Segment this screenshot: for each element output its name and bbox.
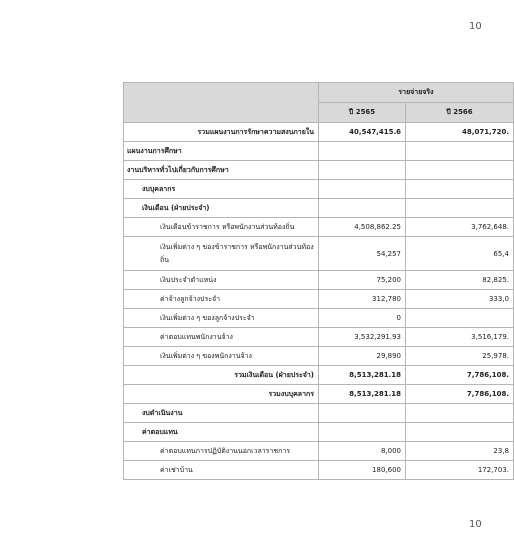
header-year-2566: ปี 2566 [406, 103, 514, 123]
table-row [124, 366, 514, 385]
value-2565 [319, 423, 406, 442]
table-row [124, 142, 514, 161]
expenditure-table [123, 82, 514, 480]
value-2565: 8,000 [319, 442, 406, 461]
table-row [124, 328, 514, 347]
row-label: ค่าตอบแทน [124, 423, 319, 442]
row-label: เงินประจำตำแหน่ง [124, 271, 319, 290]
value-2566 [406, 142, 514, 161]
value-2565: 54,257 [319, 237, 406, 271]
row-label: ค่าตอบแทนการปฏิบัติงานนอกเวลาราชการ [124, 442, 319, 461]
table-row [124, 404, 514, 423]
value-2566 [406, 423, 514, 442]
header-actual-expenditure: รายจ่ายจริง [319, 83, 514, 103]
value-2566 [406, 309, 514, 328]
value-2565: 29,890 [319, 347, 406, 366]
header-blank-cell [124, 83, 319, 123]
value-2565: 3,532,291.93 [319, 328, 406, 347]
table-row [124, 442, 514, 461]
table-row [124, 199, 514, 218]
value-2566: 3,516,179. [406, 328, 514, 347]
table-row [124, 218, 514, 237]
row-label: งบดำเนินงาน [124, 404, 319, 423]
row-label: เงินเดือนข้าราชการ หรือพนักงานส่วนท้องถิ่น [124, 218, 319, 237]
value-2566: 7,786,108. [406, 385, 514, 404]
page-number-bottom: 10 [469, 519, 482, 530]
row-label: เงินเดือน (ฝ่ายประจำ) [124, 199, 319, 218]
value-2565: 8,513,281.18 [319, 385, 406, 404]
row-label: เงินเพิ่มต่าง ๆ ของลูกจ้างประจำ [124, 309, 319, 328]
row-label: ค่าเช่าบ้าน [124, 461, 319, 480]
row-label: รวมแผนงานการรักษาความสงบภายใน [124, 123, 319, 142]
table-row [124, 271, 514, 290]
table-row [124, 180, 514, 199]
value-2566 [406, 180, 514, 199]
value-2566 [406, 404, 514, 423]
value-2565: 180,600 [319, 461, 406, 480]
value-2565: 75,200 [319, 271, 406, 290]
value-2565 [319, 199, 406, 218]
expenditure-table-container [123, 82, 509, 480]
value-2565: 312,780 [319, 290, 406, 309]
value-2565 [319, 161, 406, 180]
row-label: แผนงานการศึกษา [124, 142, 319, 161]
row-label: เงินเพิ่มต่าง ๆ ของพนักงานจ้าง [124, 347, 319, 366]
table-row [124, 237, 514, 271]
row-label: งานบริหารทั่วไปเกี่ยวกับการศึกษา [124, 161, 319, 180]
row-label: ค่าจ้างลูกจ้างประจำ [124, 290, 319, 309]
value-2565: 0 [319, 309, 406, 328]
table-row [124, 309, 514, 328]
table-row [124, 123, 514, 142]
value-2566: 23,8 [406, 442, 514, 461]
row-label: รวมเงินเดือน (ฝ่ายประจำ) [124, 366, 319, 385]
value-2566: 82,825. [406, 271, 514, 290]
value-2565 [319, 142, 406, 161]
value-2565: 4,508,862.25 [319, 218, 406, 237]
value-2566: 48,071,720. [406, 123, 514, 142]
header-year-2565: ปี 2565 [319, 103, 406, 123]
value-2566 [406, 199, 514, 218]
value-2566: 333,0 [406, 290, 514, 309]
value-2566: 65,4 [406, 237, 514, 271]
table-row [124, 423, 514, 442]
row-label: รวมงบบุคลากร [124, 385, 319, 404]
table-header [124, 83, 514, 123]
value-2566 [406, 161, 514, 180]
value-2565: 40,547,415.6 [319, 123, 406, 142]
value-2566: 3,762,648. [406, 218, 514, 237]
value-2566: 25,978. [406, 347, 514, 366]
table-body [124, 123, 514, 480]
row-label: ค่าตอบแทนพนักงานจ้าง [124, 328, 319, 347]
value-2565 [319, 404, 406, 423]
value-2566: 7,786,108. [406, 366, 514, 385]
value-2565 [319, 180, 406, 199]
table-row [124, 347, 514, 366]
table-row [124, 461, 514, 480]
value-2565: 8,513,281.18 [319, 366, 406, 385]
row-label: งบบุคลากร [124, 180, 319, 199]
table-row [124, 385, 514, 404]
row-label: เงินเพิ่มต่าง ๆ ของข้าราชการ หรือพนักงานส่วนท้องถิ่น [124, 237, 319, 271]
table-row [124, 290, 514, 309]
table-row [124, 161, 514, 180]
page-number-top: 10 [469, 21, 482, 32]
value-2566: 172,703. [406, 461, 514, 480]
